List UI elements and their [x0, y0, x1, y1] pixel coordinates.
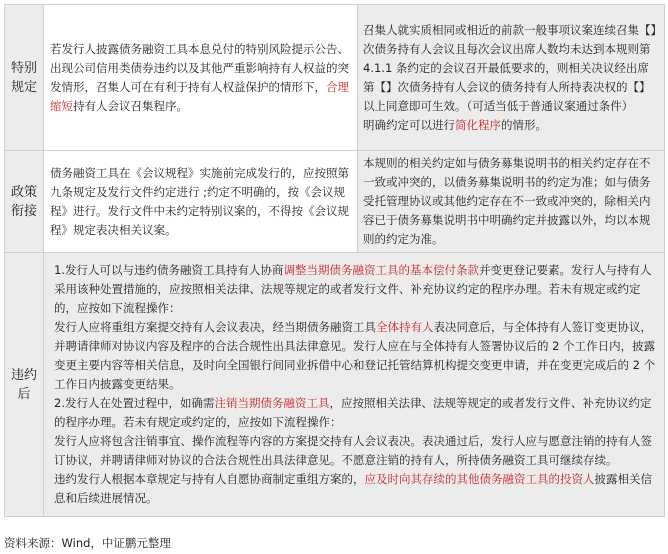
left-cell — [44, 151, 358, 253]
paragraph — [54, 394, 659, 432]
text: 2.发行人在处置过程中，如确需 — [54, 396, 215, 410]
right-cell — [358, 5, 665, 151]
highlight-text: 简化程序 — [455, 117, 501, 132]
text: 本规则的相关约定如与债务募集说明书的相关约定存在不一致或冲突的，以债务募集说明书的约定为准；如与债务受托管理协议或其他约定存在不一致或冲突的，除相关内容已于债务募集说明书中明确约定并披露以外，均以本规则的约定为准。 — [363, 156, 651, 246]
row-header: 政策衔接 — [5, 151, 44, 253]
table-row — [5, 5, 665, 151]
text: 发行人应将重组方案提交持有人会议表决，经当期债务融资工具 — [54, 320, 376, 334]
paragraph — [363, 116, 659, 135]
text: 债务融资工具在《会议规程》实施前完成发行的，应按照第九条规定及发行文件约定进行 ;约定不明确的，按《会议规程》进行。发行文件中未约定特别议案的，不得按《会议规程》规定表决相关议案。 — [50, 165, 349, 237]
paragraph — [54, 470, 659, 508]
source-note: 资料来源：Wind，中证鹏元整理 — [4, 536, 171, 550]
left-cell — [44, 5, 358, 151]
text: 违约发行人根据本章规定与持有人自愿协商制定重组方案的， — [54, 472, 365, 486]
text: ，应按照相关法律、法规等规定的或者发行文件、补充协议约定的程序办理。若未有规定或约定的，应按如下流程操作： — [54, 396, 652, 429]
text: 1.发行人可以与违约债务融资工具持有人协商 — [54, 263, 284, 277]
text: 表决同意后，与全体持有人签订变更协议，并聘请律师对协议内容及程序的合法合规性出具法律意见。发行人应在与全体持有人签署协议后的 2 个工作日内，披露变更主要内容等相关信息，及时向全国银行间同业拆借中心和登记托管结算机构提交变更申请，并在变更完成后的 2 个工作日内披露变更结果。 — [54, 320, 656, 391]
highlight-text: 调整当期债务融资工具的基本偿付条款 — [283, 263, 479, 277]
highlight-text: 注销当期债务融资工具 — [214, 396, 330, 410]
row-header: 违约后 — [5, 253, 44, 517]
text: 若发行人披露债务融资工具本息兑付的特别风险提示公告、出现公司信用类债券违约以及其他严重影响持有人权益的突发情形，召集人可在有利于持有人权益保护的情形下， — [50, 41, 349, 94]
table-row — [5, 151, 665, 253]
comparison-table — [4, 4, 665, 517]
merged-cell — [44, 253, 665, 517]
paragraph: 发行人应将包含注销事宜、操作流程等内容的方案提交持有人会议表决。表决通过后，发行人应与愿意注销的持有人签订协议，并聘请律师对协议的合法合规性出具法律意见。不愿意注销的持有人，所持债务融资工具可继续存续。 — [54, 434, 652, 467]
text: 并变更登记要素。发行人与持有人采用该种处置措施的，应按照相关法律、法规等规定的或者发行文件、补充协议约定的程序办理。若未有规定或约定的，应按如下流程操作： — [54, 263, 652, 315]
highlight-text: 全体持有人 — [376, 320, 434, 334]
right-cell — [358, 151, 665, 253]
row-header: 特别规定 — [5, 5, 44, 151]
highlight-text: 合理缩短 — [50, 79, 349, 113]
text: 披露相关信息和后续进展情况。 — [54, 472, 652, 505]
highlight-text: 应及时向其存续的其他债务融资工具的投资人 — [364, 472, 595, 486]
paragraph — [54, 318, 659, 394]
text: 的情形。 — [501, 117, 547, 132]
text: 明确约定可以进行 — [363, 117, 455, 132]
table-row — [5, 253, 665, 517]
paragraph — [54, 261, 659, 318]
paragraph: 召集人就实质相同或相近的前款一般事项议案连续召集【】次债务持有人会议且每次会议出席人数均未达到本规则第 4.1.1 条约定的会议召开最低要求的，则相关决议经出席第【】次债务持有人会议的债务持有人所持表决权的【】 以上同意即可生效。（可适当低于普通议案通过条件） — [363, 22, 657, 113]
text: 持有人会议召集程序。 — [73, 98, 188, 113]
